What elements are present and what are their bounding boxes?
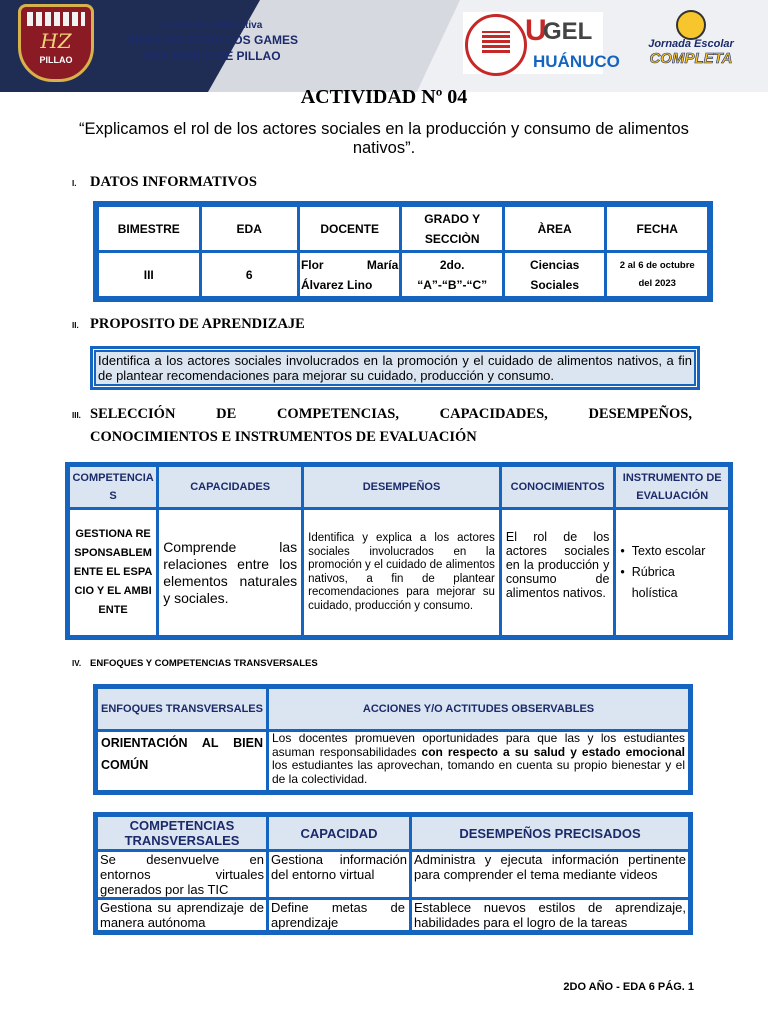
transversales-table bbox=[93, 812, 693, 935]
table-header-row bbox=[70, 467, 728, 507]
sun-clock-icon bbox=[676, 10, 706, 40]
area-line1: Ciencias bbox=[530, 257, 580, 272]
ugel-sub-text: HUÁNUCO bbox=[533, 52, 620, 71]
section-number-3: III. bbox=[72, 411, 81, 420]
table-header-row bbox=[98, 817, 688, 849]
docente-value bbox=[300, 253, 400, 296]
table-row bbox=[98, 900, 688, 930]
institution-block bbox=[112, 20, 312, 63]
purpose-box: Identifica a los actores sociales involucrados en la promoción y el cuidado de alimentos nativos, a fin de plantear recomendaciones para mejorar su cuidado, producción y consumo. bbox=[94, 350, 696, 386]
table-row bbox=[99, 253, 707, 296]
crest-name: PILLAO bbox=[39, 55, 73, 65]
area-value bbox=[505, 253, 605, 296]
list-item: • Texto escolar bbox=[620, 544, 706, 558]
competencia-cell: GESTIONA RESPONSABLEMENTE EL ESPACIO Y EL AMBIENTE bbox=[70, 510, 156, 635]
header-cell: CAPACIDAD bbox=[269, 817, 409, 849]
institution-name: HORACIO ZEBALLOS GAMES bbox=[125, 33, 298, 47]
header-banner bbox=[0, 0, 768, 92]
header-cell: COMPETENCIAS TRANSVERSALES bbox=[98, 817, 266, 849]
desempeno-cell: Administra y ejecuta información pertinente para comprender el tema mediante videos bbox=[412, 852, 688, 897]
table-row bbox=[98, 852, 688, 897]
header-cell: ENFOQUES TRANSVERSALES bbox=[98, 689, 266, 729]
grado-line2: “A”-“B”-“C” bbox=[417, 277, 488, 292]
page-title: ACTIVIDAD Nº 04 bbox=[300, 86, 468, 108]
bimestre-value: III bbox=[99, 253, 199, 296]
list-item: • Rúbrica holística bbox=[620, 565, 678, 600]
competencia-cell: Gestiona su aprendizaje de manera autónoma bbox=[100, 900, 264, 930]
section-title: DATOS INFORMATIVOS bbox=[90, 174, 257, 190]
header-cell: DESEMPEÑOS PRECISADOS bbox=[412, 817, 688, 849]
header-cell: BIMESTRE bbox=[99, 207, 199, 250]
header-cell: COMPETENCIAS bbox=[70, 467, 156, 507]
header-cell: EDA bbox=[202, 207, 297, 250]
ugel-seal-icon bbox=[465, 14, 527, 76]
header-cell: FECHA bbox=[607, 207, 707, 250]
instrumento-cell bbox=[616, 510, 728, 635]
crest-castle-icon bbox=[27, 12, 85, 26]
datos-table bbox=[93, 201, 713, 302]
table-row bbox=[70, 510, 728, 635]
jornada-logo bbox=[636, 8, 746, 72]
jornada-line1: Jornada Escolar bbox=[648, 38, 734, 50]
desempeno-cell: Identifica y explica a los actores sociales involucrados en la promoción y el cuidado de alimentos nativos, a fin de plantear recomendaciones para mejorar su cuidado, producción y consumo. bbox=[304, 510, 499, 635]
grado-value bbox=[402, 253, 502, 296]
section-heading-4 bbox=[72, 658, 318, 669]
school-crest-logo bbox=[18, 4, 94, 82]
ugel-u-icon: U bbox=[525, 14, 547, 47]
grado-line1: 2do. bbox=[439, 257, 465, 272]
table-row bbox=[98, 732, 688, 790]
enfoques-table bbox=[93, 684, 693, 795]
header-cell: INSTRUMENTO DE EVALUACIÓN bbox=[616, 467, 728, 507]
table-header-row bbox=[99, 207, 707, 250]
competencias-table bbox=[65, 462, 733, 640]
docente-line1: Flor María bbox=[300, 257, 399, 272]
fecha-line2: del 2023 bbox=[638, 277, 676, 289]
fecha-line1: 2 al 6 de octubre bbox=[619, 259, 695, 271]
capacidad-cell: Comprende las relaciones entre los elementos naturales y sociales. bbox=[159, 510, 301, 635]
header-cell: ÀREA bbox=[505, 207, 605, 250]
header-cell: DESEMPEÑOS bbox=[304, 467, 499, 507]
capacidad-cell: Gestiona información del entorno virtual bbox=[269, 852, 409, 897]
header-cell: ACCIONES Y/O ACTITUDES OBSERVABLES bbox=[269, 689, 688, 729]
section-title-3-line2: CONOCIMIENTOS E INSTRUMENTOS DE EVALUACIÓN bbox=[90, 429, 477, 445]
fecha-value bbox=[607, 253, 707, 296]
crest-monogram: HZ bbox=[40, 29, 72, 53]
table-header-row bbox=[98, 689, 688, 729]
conocimiento-cell: El rol de los actores sociales en la producción y consumo de alimentos nativos. bbox=[502, 510, 614, 635]
page-footer: 2DO AÑO - EDA 6 PÁG. 1 bbox=[563, 981, 694, 993]
competencia-cell: Se desenvuelve en entornos virtuales generados por las TIC bbox=[100, 852, 264, 897]
area-line2: Sociales bbox=[530, 277, 580, 292]
section-heading-2 bbox=[72, 316, 305, 333]
enfoque-cell: ORIENTACIÓN AL BIEN COMÚN bbox=[98, 732, 266, 790]
header-cell: DOCENTE bbox=[300, 207, 400, 250]
header-cell: GRADO Y SECCIÒN bbox=[402, 207, 502, 250]
jornada-line2: COMPLETA bbox=[649, 50, 733, 67]
desempeno-cell: Establece nuevos estilos de aprendizaje, habilidades para el logro de la tareas bbox=[414, 900, 686, 930]
section-number: II. bbox=[72, 321, 79, 330]
ugel-main-text: GEL bbox=[543, 18, 593, 45]
page-subtitle: “Explicamos el rol de los actores sociales en la producción y consumo de alimentos nativos”. bbox=[79, 120, 689, 157]
section-title: ENFOQUES Y COMPETENCIAS TRANSVERSALES bbox=[90, 658, 318, 669]
section-title-3-line1: SELECCIÓN DE COMPETENCIAS, CAPACIDADES, DESEMPEÑOS, bbox=[90, 406, 692, 422]
accion-cell: Los docentes promueven oportunidades para que las y los estudiantes asuman responsabilidades con respecto a su salud y estado emocional los estudiantes las aprovechan, tomando en cuenta su propio bienestar y el de la colectividad. bbox=[269, 732, 688, 790]
section-heading-1 bbox=[72, 174, 257, 191]
institution-place: SAN PABLO DE PILLAO bbox=[143, 49, 281, 63]
capacidad-cell: Define metas de aprendizaje bbox=[269, 900, 409, 930]
institution-label: Institución Educativa bbox=[161, 20, 263, 31]
docente-line2: Álvarez Lino bbox=[300, 277, 373, 292]
section-title: PROPOSITO DE APRENDIZAJE bbox=[90, 316, 305, 332]
section-number: IV. bbox=[72, 659, 82, 668]
ugel-logo bbox=[463, 12, 620, 74]
header-cell: CONOCIMIENTOS bbox=[502, 467, 614, 507]
section-number: I. bbox=[72, 179, 77, 188]
eda-value: 6 bbox=[202, 253, 297, 296]
header-cell: CAPACIDADES bbox=[159, 467, 301, 507]
